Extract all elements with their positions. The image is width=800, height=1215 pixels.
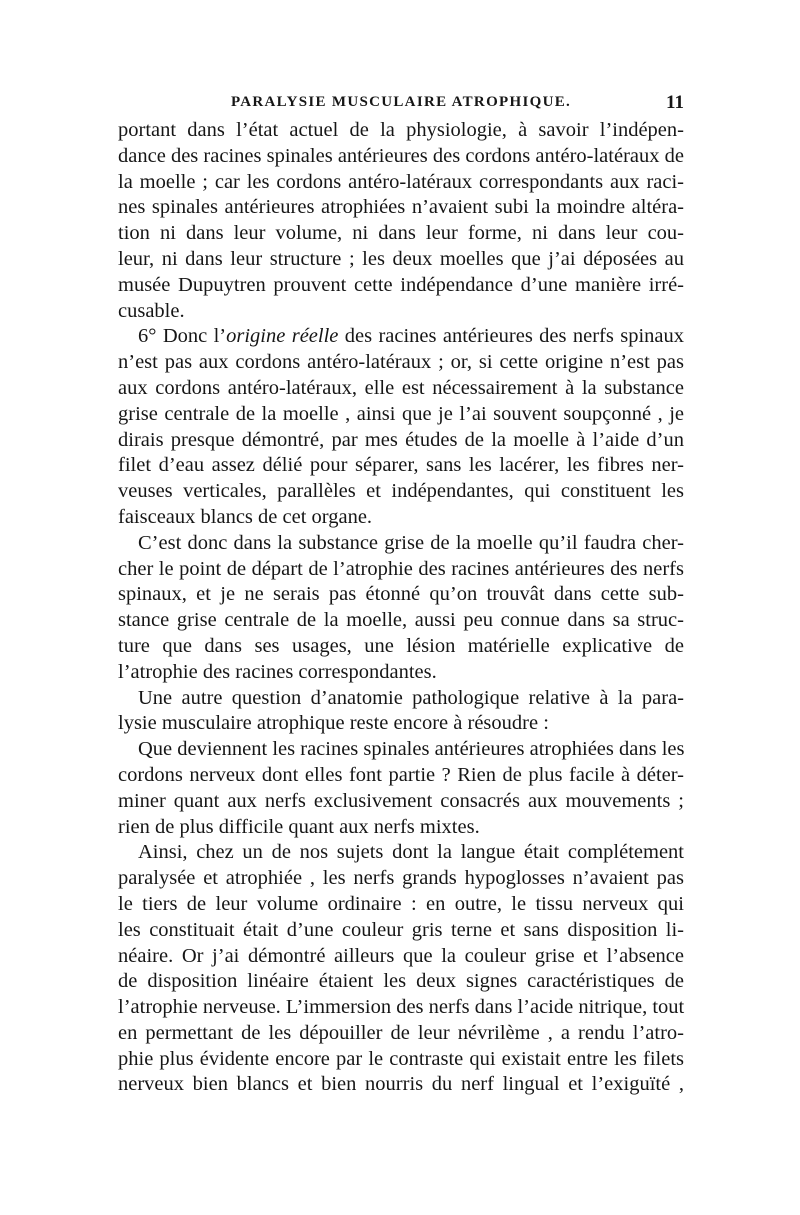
running-head (118, 94, 684, 118)
text-line: leur, ni dans leur structure ; les deux moelles que j’ai déposées au (118, 247, 684, 270)
text-line: n’est pas aux cordons antéro-latéraux ; or, si cette origine n’est pas (118, 351, 684, 374)
text-line: de disposition linéaire étaient les deux signes caractéristiques de (118, 970, 684, 993)
text-line: portant dans l’état actuel de la physiologie, à savoir l’indépen- (118, 119, 684, 141)
text-line: l’atrophie des racines correspondantes. (118, 660, 437, 683)
text-line (118, 324, 684, 350)
text-line: phie plus évidente encore par le contraste qui existait entre les filets (118, 1047, 684, 1070)
text-line: paralysée et atrophiée , les nerfs grands hypoglosses n’avaient pas (118, 867, 684, 890)
text-run: des racines antérieures des nerfs spinaux (338, 325, 685, 348)
text-line: cher le point de départ de l’atrophie des racines antérieures des nerfs (118, 557, 684, 580)
text-line: rien de plus difficile quant aux nerfs mixtes. (118, 815, 480, 838)
text-line: nerveux bien blancs et bien nourris du nerf lingual et l’exiguïté , (118, 1073, 684, 1096)
text-line: musée Dupuytren prouvent cette indépendance d’une manière irré- (118, 273, 684, 296)
italic-phrase: origine réelle (226, 325, 339, 348)
text-line: en permettant de les dépouiller de leur névrilème , a rendu l’atro- (118, 1021, 684, 1044)
text-line: nes spinales antérieures atrophiées n’avaient subi la moindre altéra- (118, 196, 684, 219)
text-line: lysie musculaire atrophique reste encore à résoudre : (118, 712, 549, 735)
text-line: aux cordons antéro-latéraux, elle est nécessairement à la substance (118, 376, 684, 399)
text-line: les constituait était d’une couleur gris terne et sans disposition li- (118, 918, 684, 941)
body-text (118, 118, 684, 1098)
text-line: stance grise centrale de la moelle, aussi peu connue dans sa struc- (118, 609, 684, 632)
text-line: veuses verticales, parallèles et indépendantes, qui constituent les (118, 480, 684, 503)
text-line: Une autre question d’anatomie pathologique relative à la para- (138, 686, 684, 709)
text-line: ture que dans ses usages, une lésion matérielle explicative de (118, 634, 684, 657)
text-line: le tiers de leur volume ordinaire : en outre, le tissu nerveux qui (118, 892, 684, 915)
running-title: PARALYSIE MUSCULAIRE ATROPHIQUE. (230, 94, 572, 110)
text-line: cordons nerveux dont elles font partie ? Rien de plus facile à déter- (118, 763, 684, 786)
text-line: Que deviennent les racines spinales antérieures atrophiées dans les (138, 738, 685, 761)
text-line: l’atrophie nerveuse. L’immersion des nerfs dans l’acide nitrique, tout (118, 996, 685, 1019)
text-line: miner quant aux nerfs exclusivement consacrés aux mouvements ; (118, 789, 684, 812)
text-line: spinaux, et je ne serais pas étonné qu’on trouvât dans cette sub- (118, 583, 684, 606)
text-line: Ainsi, chez un de nos sujets dont la langue était complétement (138, 841, 684, 864)
text-line: faisceaux blancs de cet organe. (118, 505, 373, 528)
text-line: tion ni dans leur volume, ni dans leur forme, ni dans leur cou- (118, 222, 684, 245)
text-line: filet d’eau assez délié pour séparer, sans les lacérer, les fibres ner- (118, 454, 684, 477)
text-line: la moelle ; car les cordons antéro-latéraux correspondants aux raci- (118, 170, 684, 193)
text-run: 6° Donc l’ (138, 325, 227, 348)
text-line: C’est donc dans la substance grise de la moelle qu’il faudra cher- (138, 531, 684, 554)
text-line: grise centrale de la moelle , ainsi que je l’ai souvent soupçonné , je (118, 402, 684, 425)
text-line: cusable. (118, 299, 185, 322)
page-number: 11 (666, 92, 684, 113)
text-line: dirais presque démontré, par mes études de la moelle à l’aide d’un (118, 428, 684, 451)
text-line: dance des racines spinales antérieures des cordons antéro-latéraux de (118, 144, 684, 167)
text-line: néaire. Or j’ai démontré ailleurs que la couleur grise et l’absence (118, 944, 684, 967)
